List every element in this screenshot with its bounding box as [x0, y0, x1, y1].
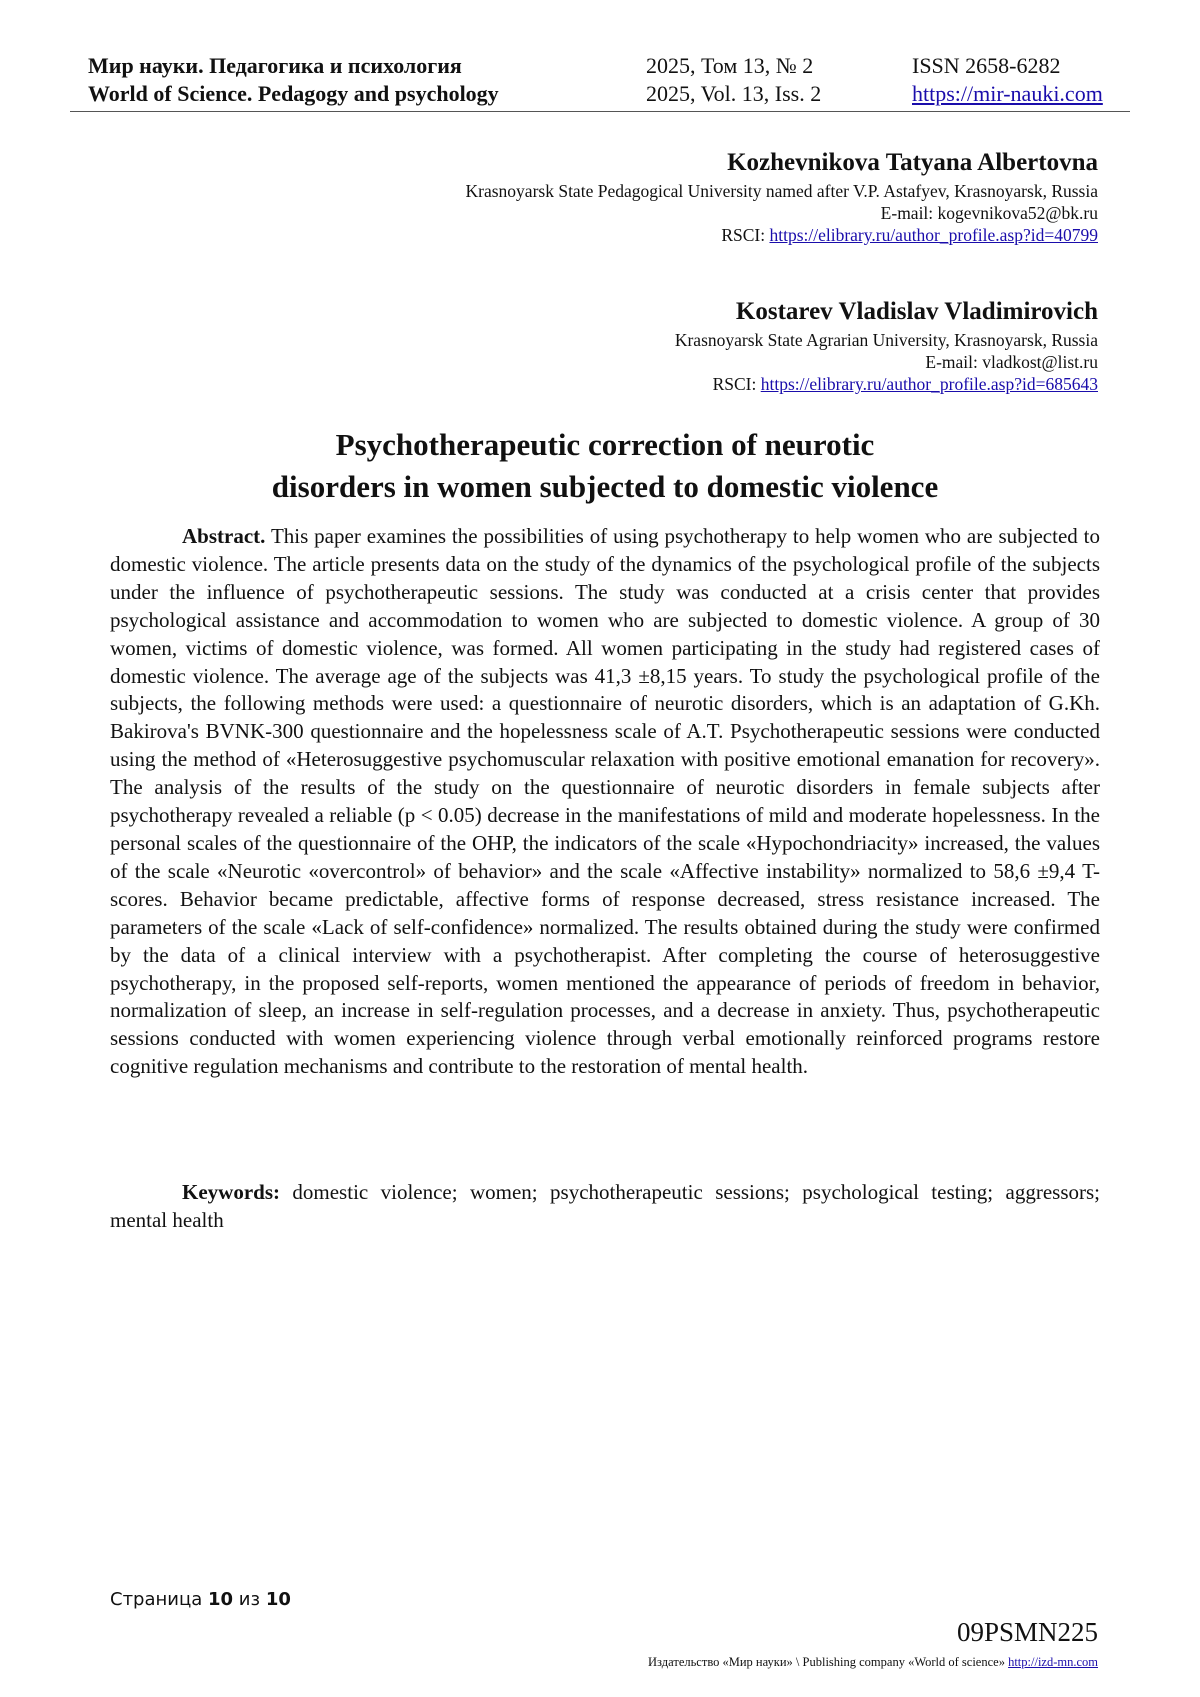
page-sep: из [238, 1589, 261, 1610]
publisher-text: Издательство «Мир науки» \ Publishing company «World of science» [648, 1655, 1005, 1669]
title-line-1: Psychotherapeutic correction of neurotic [335, 427, 875, 462]
page-current: 10 [208, 1589, 234, 1610]
article-code: 09PSMN225 [956, 1617, 1098, 1647]
journal-site-link[interactable]: https://mir-nauki.com [912, 81, 1103, 106]
title-line-2: disorders in women subjected to domestic violence [271, 469, 939, 504]
header-divider [70, 111, 1130, 112]
publisher-link[interactable]: http://izd-mn.com [1008, 1655, 1098, 1669]
article-title [110, 424, 1100, 508]
issn: ISSN 2658-6282 [912, 53, 1061, 78]
author-affiliation: Krasnoyarsk State Agrarian University, Krasnoyarsk, Russia [674, 330, 1098, 350]
rsci-label: RSCI: [712, 374, 757, 394]
issue-en: 2025, Vol. 13, Iss. 2 [646, 81, 822, 106]
rsci-link[interactable]: https://elibrary.ru/author_profile.asp?id=40799 [769, 225, 1098, 245]
journal-header [88, 52, 1126, 108]
author-rsci [466, 224, 1098, 246]
page-total: 10 [265, 1589, 291, 1610]
author-email: E-mail: kogevnikova52@bk.ru [880, 203, 1098, 223]
keywords-text: domestic violence; women; psychotherapeutic sessions; psychological testing; aggressors; mental health [110, 1180, 1101, 1232]
page-number [110, 1589, 291, 1610]
header-row-en [88, 80, 1126, 108]
rsci-link[interactable]: https://elibrary.ru/author_profile.asp?id=685643 [760, 374, 1098, 394]
abstract-section [110, 523, 1100, 1081]
author-name: Kozhevnikova Tatyana Albertovna [727, 149, 1098, 176]
author-rsci [675, 373, 1098, 395]
author-email: E-mail: vladkost@list.ru [925, 352, 1098, 372]
author-block-2 [675, 296, 1098, 395]
rsci-label: RSCI: [721, 225, 766, 245]
issue-ru: 2025, Том 13, № 2 [646, 53, 814, 78]
abstract-text: This paper examines the possibilities of using psychotherapy to help women who are subjected to domestic violence. The article presents data on the study of the dynamics of the psychological profile of the subjects under the influence of psychotherapeutic sessions. The study was conducted at a crisis center that provides psychological assistance and accommodation to women who are subjected to domestic violence. A group of 30 women, victims of domestic violence, was formed. All women participating in the study had registered cases of domestic violence. The average age of the subjects was 41,3 ±8,15 years. To study the psychological profile of the subjects, the following methods were used: a questionnaire of neurotic disorders, which is an adaptation of G.Kh. Bakirova's BVNK-300 questionnaire and the hopelessness scale of A.T. Psychotherapeutic sessions were conducted using the method of «Heterosuggestive psychomuscular relaxation with positive emotional emanation for recovery». The analysis of the results of the study on the questionnaire of neurotic disorders in female subjects after psychotherapy revealed a reliable (p < 0.05) decrease in the manifestations of mild and moderate hopelessness. In the personal scales of the questionnaire of the OHP, the indicators of the scale «Hypochondriacity» increased, the values of the scale «Neurotic «overcontrol» of behavior» and the scale «Affective instability» normalized to 58,6 ±9,4 T-scores. Behavior became predictable, affective forms of response decreased, stress resistance increased. The parameters of the scale «Lack of self-confidence» normalized. The results obtained during the study were confirmed by the data of a clinical interview with a psychotherapist. After completing the course of heterosuggestive psychotherapy, in the proposed self-reports, women mentioned the appearance of periods of freedom in behavior, normalization of sleep, an increase in self-regulation processes, and a decrease in anxiety. Thus, psychotherapeutic sessions conducted with women experiencing violence through verbal emotionally reinforced programs restore cognitive regulation mechanisms and contribute to the restoration of mental health. [110, 524, 1101, 1079]
abstract-label: Abstract. [182, 524, 266, 548]
author-name: Kostarev Vladislav Vladimirovich [735, 298, 1098, 325]
author-block-1 [466, 147, 1098, 246]
page-prefix: Страница [110, 1589, 203, 1610]
keywords-label: Keywords: [182, 1180, 280, 1204]
abstract-paragraph [110, 523, 1100, 1081]
publisher-line [648, 1655, 1098, 1670]
journal-name-ru: Мир науки. Педагогика и психология [88, 53, 462, 78]
author-affiliation: Krasnoyarsk State Pedagogical University named after V.P. Astafyev, Krasnoyarsk, Russia [465, 181, 1098, 201]
header-row-ru [88, 52, 1126, 80]
keywords-paragraph [110, 1179, 1100, 1235]
keywords-section [110, 1179, 1100, 1235]
journal-name-en: World of Science. Pedagogy and psychology [88, 81, 499, 106]
